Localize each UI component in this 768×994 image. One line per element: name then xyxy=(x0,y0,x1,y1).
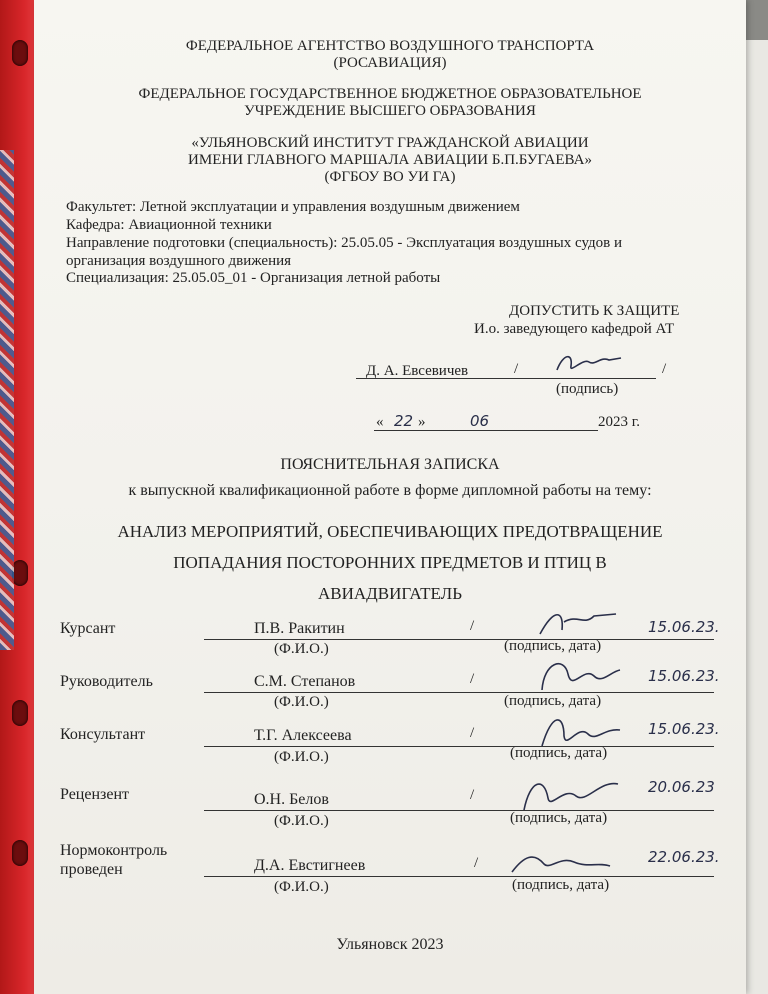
signatory-name: Т.Г. Алексеева xyxy=(254,727,352,744)
handwritten-signature xyxy=(514,766,624,816)
topic-line: АВИАДВИГАТЕЛЬ xyxy=(318,584,462,603)
handwritten-signature xyxy=(504,842,614,882)
signatory-name: О.Н. Белов xyxy=(254,791,329,808)
signature-caption: (подпись) xyxy=(556,381,619,397)
role-label: Руководитель xyxy=(60,673,153,690)
approval-title: ДОПУСТИТЬ К ЗАЩИТЕ xyxy=(509,303,680,319)
binder-hole xyxy=(12,840,28,866)
approval-year: 2023 г. xyxy=(598,414,640,430)
signature-date: 20.06.23 xyxy=(648,778,715,796)
institution-line: УЧРЕЖДЕНИЕ ВЫСШЕГО ОБРАЗОВАНИЯ xyxy=(244,103,536,119)
fio-caption: (Ф.И.О.) xyxy=(274,749,329,765)
separator: / xyxy=(474,855,479,871)
role-label: проведен xyxy=(60,861,123,878)
signature-date: 22.06.23. xyxy=(648,848,720,866)
binder-hole xyxy=(12,40,28,66)
topic-line: ПОПАДАНИЯ ПОСТОРОННИХ ПРЕДМЕТОВ И ПТИЦ В xyxy=(173,553,607,572)
faculty: Факультет: Летной эксплуатации и управления воздушным движением xyxy=(66,199,520,215)
approval-position: И.о. заведующего кафедрой АТ xyxy=(474,321,675,337)
signatory-name: Д.А. Евстигнеев xyxy=(254,857,366,874)
sign-date-caption: (подпись, дата) xyxy=(512,877,610,893)
department: Кафедра: Авиационной техники xyxy=(66,217,272,233)
signature-date: 15.06.23. xyxy=(648,667,720,685)
signatory-name: С.М. Степанов xyxy=(254,673,356,690)
role-label: Консультант xyxy=(60,726,146,743)
role-label: Рецензент xyxy=(60,786,129,803)
binding-cord xyxy=(0,150,14,650)
signature-line xyxy=(356,378,656,379)
approver-name: Д. А. Евсевичев xyxy=(366,363,469,379)
institute-line: ИМЕНИ ГЛАВНОГО МАРШАЛА АВИАЦИИ Б.П.БУГАЕВА» xyxy=(188,152,592,168)
role-label: Нормоконтроль xyxy=(60,842,168,859)
fio-caption: (Ф.И.О.) xyxy=(274,694,329,710)
city-year: Ульяновск 2023 xyxy=(336,936,444,953)
document-subtitle: к выпускной квалификационной работе в форме дипломной работы на тему: xyxy=(128,482,652,499)
signature-line xyxy=(204,639,714,640)
approval-day: 22 xyxy=(394,412,414,430)
signature-line xyxy=(204,746,714,747)
signature-date: 15.06.23. xyxy=(648,618,720,636)
institution-line: ФЕДЕРАЛЬНОЕ ГОСУДАРСТВЕННОЕ БЮДЖЕТНОЕ ОБРАЗОВАТЕЛЬНОЕ xyxy=(138,86,642,102)
sign-date-caption: (подпись, дата) xyxy=(510,810,608,826)
binder-hole xyxy=(12,700,28,726)
document-title: ПОЯСНИТЕЛЬНАЯ ЗАПИСКА xyxy=(280,456,500,473)
fio-caption: (Ф.И.О.) xyxy=(274,641,329,657)
fio-caption: (Ф.И.О.) xyxy=(274,879,329,895)
sign-date-caption: (подпись, дата) xyxy=(504,693,602,709)
signature-date: 15.06.23. xyxy=(648,720,720,738)
binder-hole xyxy=(12,560,28,586)
agency-line: ФЕДЕРАЛЬНОЕ АГЕНТСТВО ВОЗДУШНОГО ТРАНСПОРТА xyxy=(185,38,595,54)
direction-cont: организация воздушного движения xyxy=(66,253,292,269)
separator: / xyxy=(470,725,475,741)
separator: / xyxy=(470,671,475,687)
separator: / xyxy=(514,361,519,377)
separator: / xyxy=(470,787,475,803)
date-line xyxy=(374,430,598,431)
institute-abbr: (ФГБОУ ВО УИ ГА) xyxy=(324,169,456,185)
role-label: Курсант xyxy=(60,620,116,637)
sign-date-caption: (подпись, дата) xyxy=(504,638,602,654)
signatory-name: П.В. Ракитин xyxy=(254,620,345,637)
signature-line xyxy=(204,876,714,877)
institute-line: «УЛЬЯНОВСКИЙ ИНСТИТУТ ГРАЖДАНСКОЙ АВИАЦИИ xyxy=(191,135,589,151)
date-quote-close: » xyxy=(418,414,426,430)
signature-line xyxy=(204,692,714,693)
sign-date-caption: (подпись, дата) xyxy=(510,745,608,761)
approver-signature xyxy=(549,348,629,378)
separator: / xyxy=(662,361,667,377)
date-quote-open: « xyxy=(376,414,384,430)
approval-month: 06 xyxy=(470,412,490,430)
signature-line xyxy=(204,810,714,811)
specialization: Специализация: 25.05.05_01 - Организация летной работы xyxy=(66,270,441,286)
separator: / xyxy=(470,618,475,634)
agency-abbr: (РОСАВИАЦИЯ) xyxy=(333,55,447,71)
title-page xyxy=(34,0,746,994)
topic-line: АНАЛИЗ МЕРОПРИЯТИЙ, ОБЕСПЕЧИВАЮЩИХ ПРЕДОТВРАЩЕНИЕ xyxy=(117,522,663,541)
direction: Направление подготовки (специальность): 25.05.05 - Эксплуатация воздушных судов и xyxy=(66,235,622,251)
fio-caption: (Ф.И.О.) xyxy=(274,813,329,829)
